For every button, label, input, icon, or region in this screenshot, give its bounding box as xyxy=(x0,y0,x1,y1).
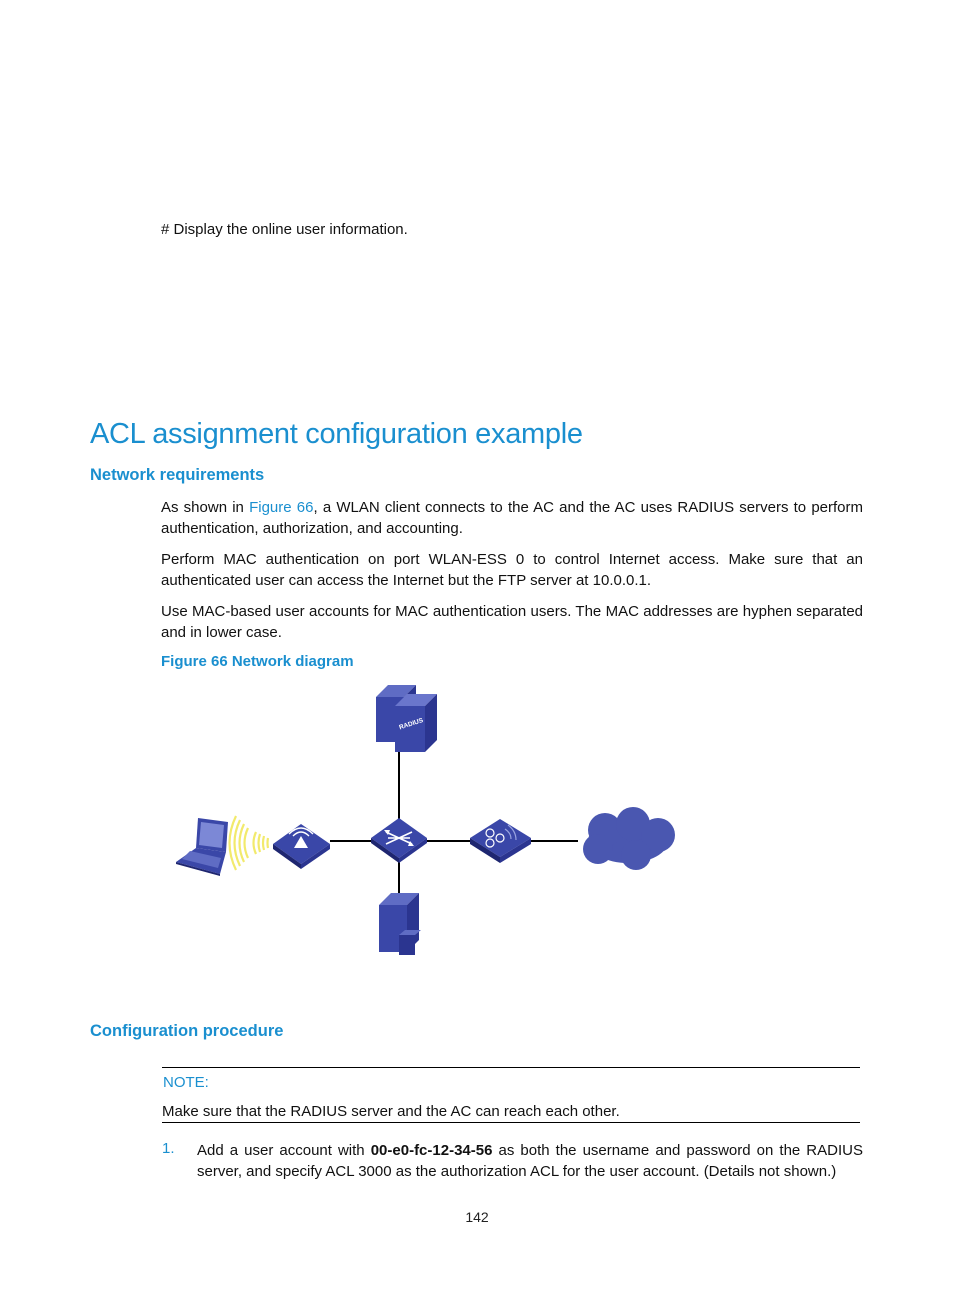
p1-suffix: , a WLAN client connects to the AC and the AC uses RADIUS servers to perform authentication, authorization, and accounting. xyxy=(161,499,864,537)
note-label: NOTE: xyxy=(163,1074,209,1091)
page-number: 142 xyxy=(465,1209,489,1225)
access-controller-icon xyxy=(470,819,531,863)
step-1-mac: 00-e0-fc-12-34-56 xyxy=(370,1142,493,1159)
note-text: Make sure that the RADIUS server and the AC can reach each other. xyxy=(162,1103,620,1120)
display-comment: # Display the online user information. xyxy=(161,221,408,238)
step-1-text xyxy=(197,1140,863,1182)
paragraph-2: Perform MAC authentication on port WLAN-ESS 0 to control Internet access. Make sure that an authenticated user can access the Internet but the FTP server at 10.0.0.1. xyxy=(161,551,863,589)
switch-icon xyxy=(371,818,427,863)
configuration-procedure-heading: Configuration procedure xyxy=(90,1022,284,1040)
note-bottom-rule xyxy=(162,1122,860,1123)
section-title: ACL assignment configuration example xyxy=(90,418,583,450)
figure-caption: Figure 66 Network diagram xyxy=(161,653,354,670)
ftp-server-icon xyxy=(379,893,421,955)
access-point-icon xyxy=(273,824,330,869)
figure-66-link[interactable]: Figure 66 xyxy=(249,499,314,516)
paragraph-3: Use MAC-based user accounts for MAC authentication users. The MAC addresses are hyphen separated and in lower case. xyxy=(161,603,863,641)
p1-prefix: As shown in xyxy=(161,499,250,516)
radius-server-icon xyxy=(376,685,437,752)
laptop-icon xyxy=(176,818,228,876)
step-1-number: 1. xyxy=(162,1140,175,1157)
note-top-rule xyxy=(162,1067,860,1068)
internet-cloud-icon xyxy=(583,807,675,870)
step-1-prefix: Add a user account with xyxy=(197,1142,371,1159)
step-1-suffix: as both the username and password on the RADIUS server, and specify ACL 3000 as the authorization ACL for the user account. (Details not shown.) xyxy=(197,1142,863,1180)
network-requirements-heading: Network requirements xyxy=(90,466,265,484)
wireless-signal-icon xyxy=(230,816,269,870)
radius-label: RADIUS xyxy=(398,717,425,732)
